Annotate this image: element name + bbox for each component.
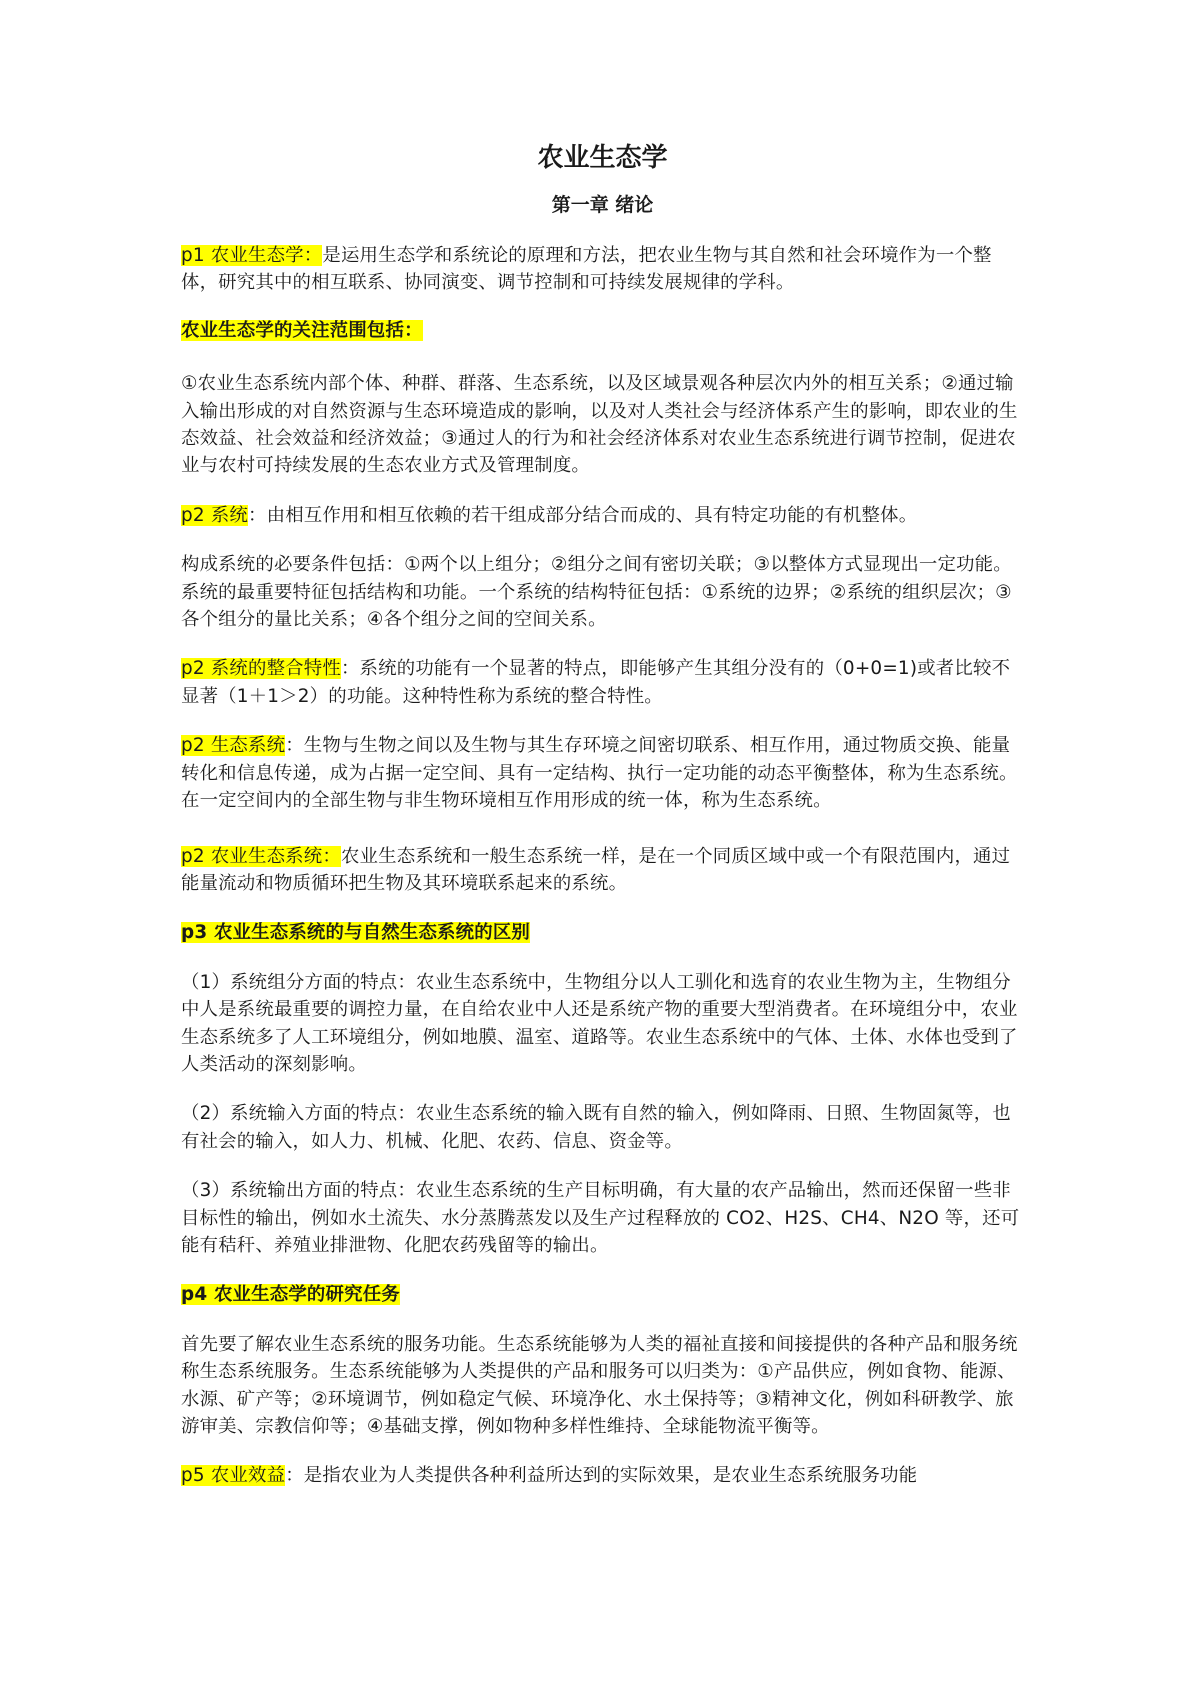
difference-item-1: （1）系统组分方面的特点：农业生态系统中，生物组分以人工驯化和选育的农业生物为主，生物组分中人是系统最重要的调控力量，在自给农业中人还是系统产物的重要大型消费者。在环境组分中，农业生态系统多了人工环境组分，例如地膜、温室、道路等。农业生态系统中的气体、土体、水体也受到了人类活动的深刻影响。 — [181, 971, 1018, 1075]
difference-heading — [181, 919, 1024, 946]
highlight-heading: p4 农业生态学的研究任务 — [181, 1284, 400, 1306]
definition-agroecology — [181, 242, 1024, 297]
difference-item-3: （3）系统输出方面的特点：农业生态系统的生产目标明确，有大量的农产品输出，然而还保留一些非目标性的输出，例如水土流失、水分蒸腾蒸发以及生产过程释放的 CO2、H2S、CH4、N2O 等，还可能有秸秆、养殖业排泄物、化肥农药残留等的输出。 — [181, 1180, 1020, 1256]
document-title: 农业生态学 — [537, 143, 668, 173]
system-conditions: 构成系统的必要条件包括：①两个以上组分；②组分之间有密切关联；③以整体方式显现出一定功能。系统的最重要特征包括结构和功能。一个系统的结构特征包括：①系统的边界；②系统的组织层次；③各个组分的量比关系；④各个组分之间的空间关系。 — [181, 554, 1012, 631]
definition-text: 是运用生态学和系统论的原理和方法，把农业生物与其自然和社会环境作为一个整体，研究其中的相互联系、协同演变、调节控制和可持续发展规律的学科。 — [181, 245, 992, 294]
scope-text: ①农业生态系统内部个体、种群、群落、生态系统，以及区域景观各种层次内外的相互关系；②通过输入输出形成的对自然资源与生态环境造成的影响，以及对人类社会与经济体系产生的影响，即农业的生态效益、社会效益和经济效益；③通过人的行为和社会经济体系对农业生态系统进行调节控制，促进农业与农村可持续发展的生态农业方式及管理制度。 — [181, 373, 1018, 477]
definition-text: ：由相互作用和相互依赖的若干组成部分结合而成的、具有特定功能的有机整体。 — [248, 504, 918, 526]
highlight-label: p1 农业生态学： — [181, 245, 323, 266]
definition-benefit — [181, 1462, 1024, 1489]
definition-integration — [181, 655, 1024, 710]
definition-text: ：是指农业为人类提供各种利益所达到的实际效果，是农业生态系统服务功能 — [285, 1465, 918, 1487]
tasks-heading — [181, 1281, 1024, 1308]
document-body — [181, 138, 1024, 1490]
definition-ecosystem — [181, 732, 1024, 814]
scope-heading — [181, 317, 1024, 344]
definition-text: 农业生态系统和一般生态系统一样，是在一个同质区域中或一个有限范围内，通过能量流动和物质循环把生物及其环境联系起来的系统。 — [181, 845, 1011, 894]
highlight-label: p5 农业效益 — [181, 1465, 286, 1487]
definition-system — [181, 502, 1024, 529]
highlight-label: p2 农业生态系统： — [181, 845, 341, 867]
highlight-label: p2 系统 — [181, 504, 249, 526]
chapter-heading: 第一章 绪论 — [551, 194, 654, 216]
definition-agro-ecosystem — [181, 843, 1024, 898]
highlight-label: p2 生态系统 — [181, 735, 286, 757]
highlight-label: p2 系统的整合特性 — [181, 658, 341, 680]
difference-item-2: （2）系统输入方面的特点：农业生态系统的输入既有自然的输入，例如降雨、日照、生物固氮等，也有社会的输入，如人力、机械、化肥、农药、信息、资金等。 — [181, 1103, 1011, 1152]
tasks-text: 首先要了解农业生态系统的服务功能。生态系统能够为人类的福祉直接和间接提供的各种产品和服务统称生态系统服务。生态系统能够为人类提供的产品和服务可以归类为：①产品供应，例如食物、能源、水源、矿产等；②环境调节，例如稳定气候、环境净化、水土保持等；③精神文化，例如科研教学、旅游审美、宗教信仰等；④基础支撑，例如物种多样性维持、全球能物流平衡等。 — [181, 1333, 1018, 1437]
highlight-heading: 农业生态学的关注范围包括： — [181, 319, 423, 341]
definition-text: ：生物与生物之间以及生物与其生存环境之间密切联系、相互作用，通过物质交换、能量转化和信息传递，成为占据一定空间、具有一定结构、执行一定功能的动态平衡整体，称为生态系统。在一定空间内的全部生物与非生物环境相互作用形成的统一体，称为生态系统。 — [181, 735, 1018, 812]
highlight-heading: p3 农业生态系统的与自然生态系统的区别 — [181, 922, 531, 944]
definition-text: ：系统的功能有一个显著的特点，即能够产生其组分没有的（0+0=1)或者比较不显著（1＋1＞2）的功能。这种特性称为系统的整合特性。 — [181, 658, 1011, 707]
